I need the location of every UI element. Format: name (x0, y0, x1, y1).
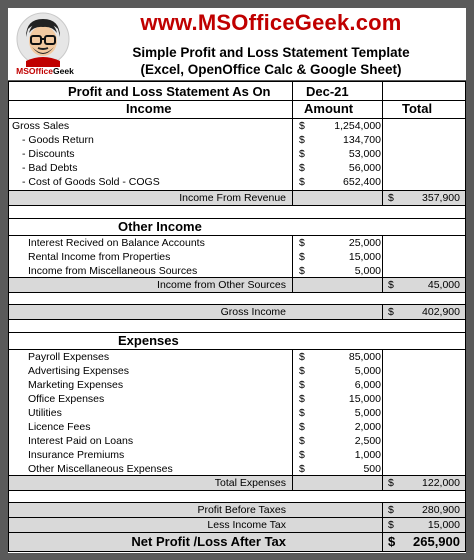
logo-text: MSOfficeGeek (16, 66, 74, 76)
border-line (8, 475, 466, 476)
border-line (8, 517, 466, 518)
income-heading: Income (126, 101, 172, 116)
border-line (8, 218, 466, 219)
border-line (8, 277, 466, 278)
border-line (8, 490, 466, 491)
border-line (292, 349, 293, 490)
border-line (292, 235, 293, 292)
border-line (382, 502, 383, 552)
border-line (382, 81, 383, 205)
expense-item-row: Office Expenses $ 15,000 (28, 393, 381, 405)
border-line (8, 235, 466, 236)
expenses-total-row: Total Expenses $ 122,000 (8, 476, 466, 490)
income-item-row: - Cost of Goods Sold - COGS $ 652,400 (22, 176, 381, 188)
border-line (382, 304, 383, 319)
profit-before-taxes-row: Profit Before Taxes $ 280,900 (8, 503, 466, 517)
income-tax-row: Less Income Tax $ 15,000 (8, 518, 466, 532)
border-line (8, 319, 466, 320)
site-title: www.MSOfficeGeek.com (140, 10, 402, 35)
border-line (8, 551, 466, 552)
expenses-heading-row (8, 333, 466, 349)
border-line (8, 532, 466, 533)
border-line (8, 304, 466, 305)
other-income-heading: Other Income (118, 219, 202, 234)
expense-item-row: Utilities $ 5,000 (28, 407, 381, 419)
column-header-row (8, 101, 466, 117)
income-item-row: - Goods Return $ 134,700 (22, 134, 381, 146)
net-profit-row: Net Profit /Loss After Tax $ 265,900 (8, 533, 466, 551)
pl-statement-sheet (8, 81, 466, 553)
template-title: Simple Profit and Loss Statement Template (132, 45, 410, 60)
geek-avatar-icon (12, 11, 74, 67)
statement-date: Dec-21 (306, 84, 349, 99)
border-line (8, 349, 466, 350)
other-income-item-row: Rental Income from Properties $ 15,000 (28, 251, 381, 263)
border-line (8, 81, 9, 552)
expense-item-row: Payroll Expenses $ 85,000 (28, 351, 381, 363)
other-income-item-row: Interest Recived on Balance Accounts $ 25,000 (28, 237, 381, 249)
amount-heading: Amount (304, 101, 354, 116)
border-line (8, 292, 466, 293)
other-income-total-row: Income from Other Sources $ 45,000 (8, 278, 466, 292)
statement-title-row (8, 84, 466, 100)
border-line (8, 118, 466, 119)
other-income-item-row: Income from Miscellaneous Sources $ 5,000 (28, 265, 381, 277)
template-subtitle: (Excel, OpenOffice Calc & Google Sheet) (140, 62, 402, 77)
border-line (8, 332, 466, 333)
income-total-row: Income From Revenue $ 357,900 (8, 191, 466, 205)
border-line (8, 190, 466, 191)
expense-item-row: Other Miscellaneous Expenses $ 500 (28, 463, 381, 475)
expenses-heading: Expenses (118, 333, 179, 348)
logo (12, 11, 74, 77)
expense-item-row: Interest Paid on Loans $ 2,500 (28, 435, 381, 447)
total-heading: Total (402, 101, 433, 116)
income-item-row: - Bad Debts $ 56,000 (22, 162, 381, 174)
border-line (382, 235, 383, 292)
expense-item-row: Licence Fees $ 2,000 (28, 421, 381, 433)
income-item-row: - Discounts $ 53,000 (22, 148, 381, 160)
expense-item-row: Marketing Expenses $ 6,000 (28, 379, 381, 391)
other-income-heading-row (8, 219, 466, 235)
statement-title: Profit and Loss Statement As On (68, 84, 271, 99)
gross-income-row: Gross Income $ 402,900 (8, 305, 466, 319)
border-line (8, 502, 466, 503)
border-line (8, 81, 466, 82)
border-line (8, 100, 466, 101)
gross-sales-row: Gross Sales $ 1,254,000 (12, 120, 381, 132)
expense-item-row: Advertising Expenses $ 5,000 (28, 365, 381, 377)
border-line (382, 349, 383, 490)
header (8, 8, 466, 80)
border-line (8, 205, 466, 206)
border-line (465, 81, 466, 552)
expense-item-row: Insurance Premiums $ 1,000 (28, 449, 381, 461)
border-line (292, 81, 293, 205)
